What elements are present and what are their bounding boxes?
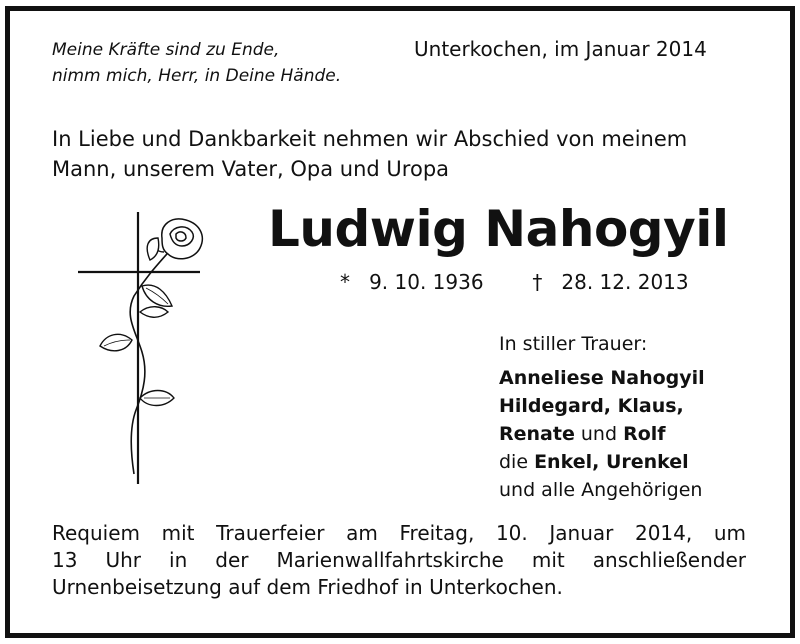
mourner-rolf: Rolf <box>623 423 666 445</box>
mourners-block <box>499 330 705 504</box>
cross-with-rose-icon <box>76 212 206 496</box>
requiem-line-2: 13 Uhr in der Marienwallfahrtskirche mit anschließender <box>52 548 746 572</box>
requiem-notice <box>52 520 746 601</box>
birth-symbol: * <box>340 270 350 294</box>
mourner-line-3 <box>499 420 705 448</box>
place-date: Unterkochen, im Januar 2014 <box>414 37 707 61</box>
mourner-and: und <box>580 423 618 445</box>
intro-line-1: In Liebe und Dankbarkeit nehmen wir Abschied von meinem <box>52 127 688 151</box>
mourner-line-4 <box>499 448 705 476</box>
mourner-name-2: Hildegard, Klaus, <box>499 395 684 417</box>
requiem-line-3: Urnenbeisetzung auf dem Friedhof in Unterkochen. <box>52 575 563 599</box>
death-date: 28. 12. 2013 <box>561 270 689 294</box>
mourner-others: und alle Angehörigen <box>499 479 703 501</box>
intro-line-2: Mann, unserem Vater, Opa und Uropa <box>52 157 450 181</box>
mourner-name-1: Anneliese Nahogyil <box>499 367 705 389</box>
intro-text <box>52 124 687 184</box>
motto-verse <box>52 37 341 89</box>
mourners-lead: In stiller Trauer: <box>499 333 648 355</box>
motto-line-1: Meine Kräfte sind zu Ende, <box>52 40 280 60</box>
death-symbol: † <box>532 270 543 294</box>
mourner-renate: Renate <box>499 423 575 445</box>
life-dates <box>340 270 689 294</box>
motto-line-2: nimm mich, Herr, in Deine Hände. <box>52 66 342 86</box>
requiem-line-1: Requiem mit Trauerfeier am Freitag, 10. Januar 2014, um <box>52 521 746 545</box>
mourner-grandchildren: Enkel, Urenkel <box>534 451 689 473</box>
birth-date: 9. 10. 1936 <box>369 270 484 294</box>
mourner-die: die <box>499 451 529 473</box>
deceased-name: Ludwig Nahogyil <box>268 200 729 258</box>
